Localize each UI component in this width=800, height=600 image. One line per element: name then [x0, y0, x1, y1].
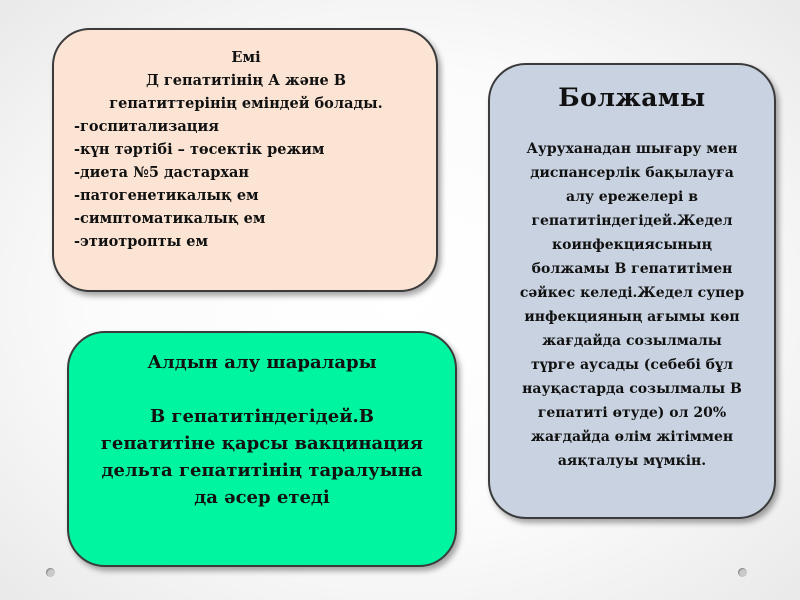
- prevention-line: В гепатитіндегідей.В: [149, 406, 375, 427]
- treatment-item: -симптоматикалық ем: [74, 210, 266, 227]
- prognosis-line: Ауруханадан шығару мен: [526, 141, 738, 157]
- prognosis-line: науқастарда созылмалы В: [522, 381, 742, 397]
- prognosis-line: аяқталуы мүмкін.: [557, 453, 707, 469]
- treatment-intro-line-1: Д гепатитінің А және В: [145, 72, 347, 89]
- prognosis-box: [488, 63, 776, 519]
- prognosis-line: коинфекциясының: [552, 237, 712, 253]
- slide-next-button[interactable]: [738, 568, 747, 577]
- treatment-item: -күн тәртібі – төсектік режим: [74, 141, 325, 158]
- treatment-title: Емі: [231, 49, 261, 66]
- prognosis-line: гепатиті өтуде) ол 20%: [537, 405, 727, 421]
- prevention-line: да әсер етеді: [194, 487, 330, 508]
- treatment-item: -патогенетикалық ем: [74, 187, 259, 204]
- treatment-item: -этиотропты ем: [74, 233, 209, 250]
- prevention-box: [67, 331, 457, 567]
- prevention-title: Алдын алу шаралары: [147, 352, 377, 373]
- treatment-item: -диета №5 дастархан: [74, 164, 250, 181]
- prognosis-line: сәйкес келеді.Жедел супер: [519, 285, 745, 301]
- prevention-line: дельта гепатитінің таралуына: [101, 460, 423, 481]
- treatment-intro-line-2: гепатиттерінің еміндей болады.: [109, 95, 383, 112]
- treatment-box: [52, 28, 438, 292]
- slide-prev-button[interactable]: [46, 568, 55, 577]
- prognosis-line: гепатитіндегідей.Жедел: [531, 213, 733, 229]
- prognosis-line: алу ережелері в: [566, 189, 698, 205]
- prevention-line: гепатитіне қарсы вакцинация: [100, 433, 424, 454]
- prognosis-line: түрге аусады (себебі бұл: [530, 357, 733, 373]
- prognosis-line: жағдайда өлім жітіммен: [530, 429, 734, 445]
- prognosis-title: Болжамы: [558, 83, 706, 112]
- prognosis-line: жағдайда созылмалы: [542, 333, 722, 349]
- prognosis-line: болжамы В гепатитімен: [531, 261, 733, 277]
- prognosis-line: диспансерлік бақылауға: [530, 165, 734, 181]
- treatment-item: -госпитализация: [74, 118, 219, 135]
- prognosis-line: инфекцияның ағымы көп: [524, 309, 740, 325]
